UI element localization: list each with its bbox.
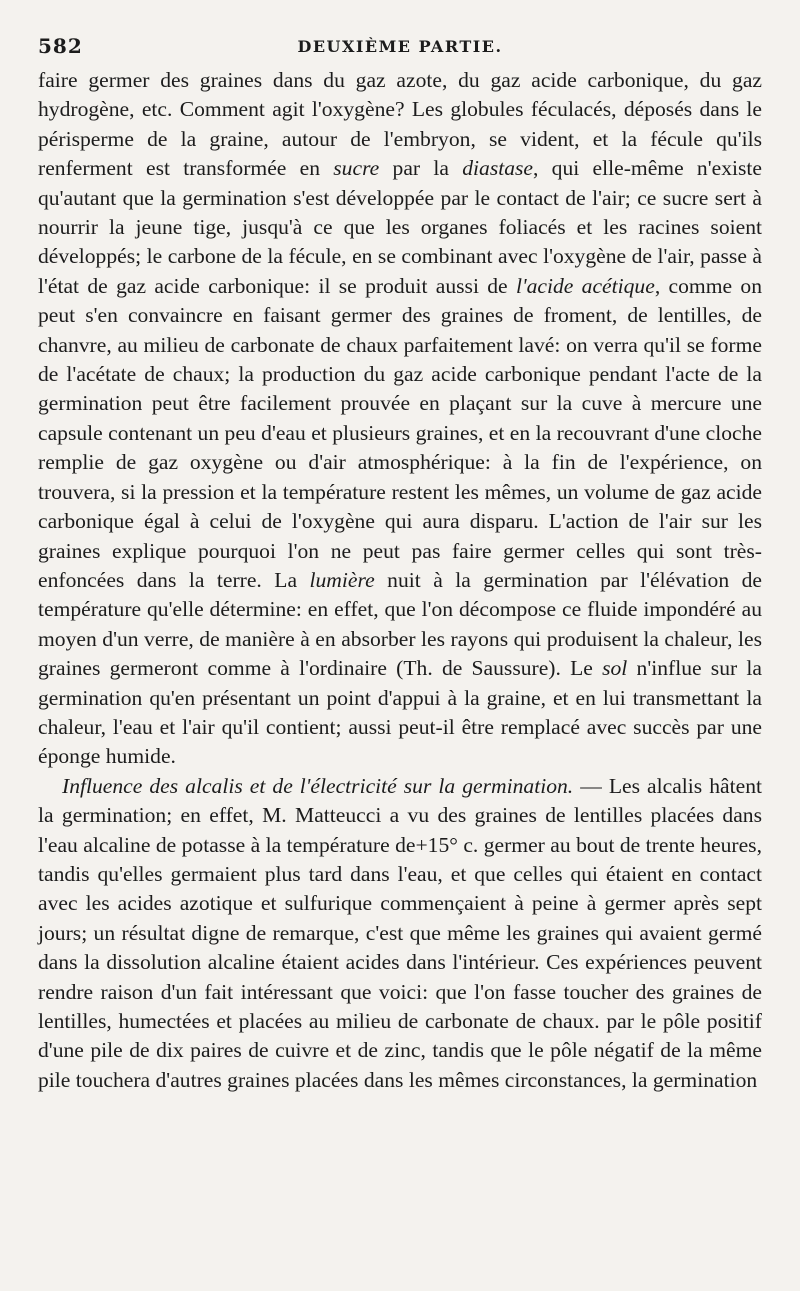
paragraph-alcalis-electricite: Influence des alcalis et de l'électricité sur la germination. — Les alcalis hâtent la germination; en effet, M. Matteucci a vu des graines de lentilles placées dans l'eau alcaline de potasse à la température de+15° c. germer au bout de trente heures, tandis qu'elles germaient plus tard dans l'eau, et que celles qui étaient en contact avec les acides azotique et sulfurique commençaient à peine à germer après sept jours; un résultat digne de remarque, c'est que même les graines qui avaient germé dans la dissolution alcaline étaient acides dans l'intérieur. Ces expériences peuvent rendre raison d'un fait intéressant que voici: que l'on fasse toucher des graines de lentilles, humectées et placées au milieu de carbonate de chaux. par le pôle positif d'une pile de dix paires de cuivre et de zinc, tandis que le pôle négatif de la même pile touchera d'autres graines placées dans les mêmes circonstances, la germination — [38, 773, 762, 1092]
section-heading: Influence des alcalis et de l'électricité sur la germination. — [62, 773, 574, 798]
paragraph-germination-air: faire germer des graines dans du gaz azote, du gaz acide carbonique, du gaz hydrogène, etc. Comment agit l'oxygène? Les globules féculacés, déposés dans le périsperme de la graine, autour de l'embryon, se vident, et la fécule qu'ils renferment est transformée en sucre par la diastase, qui elle-même n'existe qu'autant que la germination s'est développée par le contact de l'air; ce sucre sert à nourrir la jeune tige, jusqu'à ce que les organes foliacés et les racines soient développés; le carbone de la fécule, en se combinant avec l'oxygène de l'air, passe à l'état de gaz acide carbonique: il se produit aussi de l'acide acétique, comme on peut s'en convaincre en faisant germer des graines de froment, de lentilles, de chanvre, au milieu de carbonate de chaux parfaitement lavé: on verra qu'il se forme de l'acétate de chaux; la production du gaz acide carbonique pendant l'acte de la germination peut être facilement prouvée en plaçant sur la cuve à mercure une capsule contenant un peu d'eau et plusieurs graines, et en la recouvrant d'une cloche remplie de gaz oxygène ou d'air atmosphérique: à la fin de l'expérience, on trouvera, si la pression et la température restent les mêmes, un volume de gaz acide carbonique égal à celui de l'oxygène qui aura disparu. L'action de l'air sur les graines explique pourquoi l'on ne peut pas faire germer celles qui sont très-enfoncées dans la terre. La lumière nuit à la germination par l'élévation de température qu'elle détermine: en effet, que l'on décompose ce fluide impondéré au moyen d'un verre, de manière à en absorber les rayons qui produisent la chaleur, les graines germeront comme à l'ordinaire (Th. de Saussure). Le sol n'influe sur la germination qu'en présentant un point d'appui à la graine, et en lui transmettant la chaleur, l'eau et l'air qu'il contient; aussi peut-il être remplacé avec succès par une éponge humide. — [38, 68, 762, 769]
page-number: 582 — [38, 34, 83, 58]
page-header — [38, 34, 762, 66]
running-title: DEUXIÈME PARTIE. — [297, 37, 503, 56]
body-text — [38, 66, 762, 1095]
